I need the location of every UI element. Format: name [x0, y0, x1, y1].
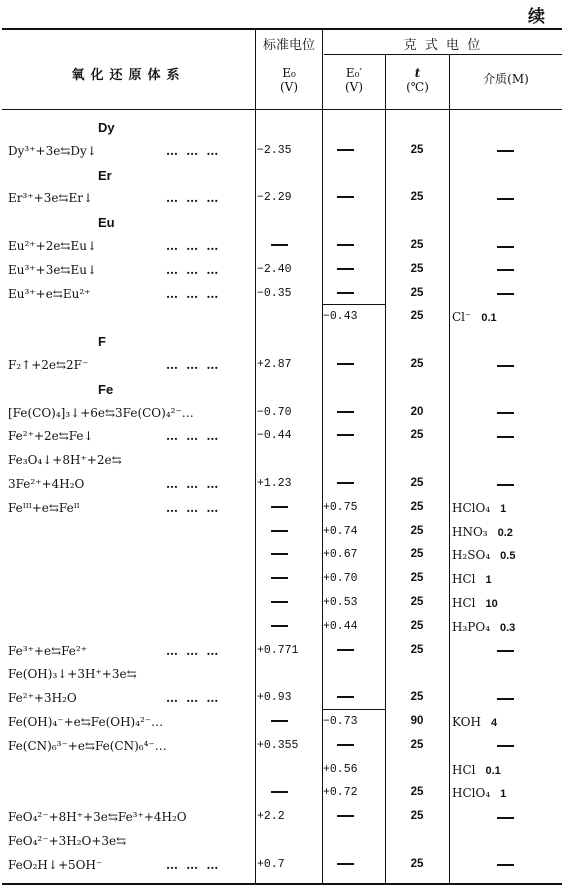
- leader-dots: … … …: [166, 239, 221, 253]
- redox-system: [8, 715, 163, 729]
- dash-mark: [337, 411, 354, 413]
- redox-reaction: Fe(OH)₃↓+3H⁺+3e⇆: [8, 667, 137, 682]
- formal-potential: [323, 691, 385, 704]
- leader-dots: … … …: [166, 691, 221, 706]
- formal-potential: +0.74: [323, 524, 358, 538]
- medium: [452, 810, 560, 824]
- potential-table: [2, 28, 562, 885]
- leader-dots: … … …: [166, 358, 221, 372]
- redox-reaction: FeO₂H↓+5OH⁻: [8, 857, 103, 872]
- standard-potential: +0.355: [257, 738, 299, 752]
- medium: [452, 644, 560, 658]
- temperature: 25: [410, 286, 424, 299]
- dash-mark: [271, 553, 288, 555]
- medium: [452, 525, 560, 539]
- redox-reaction: Fe(OH)₄⁻+e⇆Fe(OH)₄²⁻…: [8, 715, 164, 729]
- header-system: 氧化还原体系: [71, 68, 186, 83]
- temperature: 25: [410, 596, 424, 608]
- dash-mark: [337, 863, 354, 865]
- header-temperature: t (℃): [406, 66, 429, 94]
- table-row: [2, 259, 562, 282]
- formal-potential: [323, 477, 385, 490]
- element-heading-row: [2, 378, 562, 401]
- redox-reaction: Fe²⁺+3H₂O: [8, 691, 77, 706]
- dash-mark: [271, 601, 288, 603]
- table-row: [2, 782, 562, 805]
- element-symbol: Er: [98, 167, 112, 183]
- temperature: 25: [410, 262, 424, 275]
- redox-system: [8, 143, 221, 158]
- table-row: [2, 425, 562, 448]
- header-bottom-rule: [2, 109, 562, 110]
- medium-concentration: 0.1: [481, 312, 497, 325]
- medium: [452, 406, 560, 420]
- temperature: 25: [410, 619, 424, 632]
- dash-mark: [497, 365, 514, 367]
- medium-name: H₂SO₄: [452, 548, 491, 563]
- standard-potential: +1.23: [257, 477, 292, 490]
- leader-dots: … … …: [166, 857, 221, 872]
- dash-mark: [337, 196, 354, 198]
- redox-reaction: Eu³⁺+e⇆Eu²⁺: [8, 286, 91, 301]
- redox-reaction: Fe²⁺+2e⇆Fe↓: [8, 429, 94, 444]
- formal-potential: [323, 144, 385, 157]
- medium: [452, 548, 560, 562]
- medium-name: HCl: [452, 762, 476, 777]
- redox-reaction: Er³⁺+3e⇆Er↓: [8, 191, 94, 206]
- medium: [452, 263, 560, 277]
- table-bottom-rule: [2, 883, 562, 885]
- dash-mark: [271, 530, 288, 532]
- continued-label: 续: [528, 7, 546, 27]
- table-row: [2, 663, 562, 686]
- medium-name: HCl: [452, 572, 476, 587]
- leader-dots: … … …: [166, 429, 221, 444]
- dash-mark: [497, 246, 514, 248]
- medium: [452, 620, 560, 634]
- table-row: [2, 806, 562, 829]
- redox-reaction: Feᴵᴵᴵ+e⇆Feᴵᴵ: [8, 500, 80, 515]
- redox-reaction: Eu³⁺+3e⇆Eu↓: [8, 262, 98, 277]
- header-standard: 标准电位: [262, 38, 315, 53]
- dash-mark: [497, 293, 514, 295]
- formal-potential: [323, 644, 385, 657]
- medium-name: HClO₄: [452, 500, 491, 515]
- medium: [452, 477, 560, 491]
- table-row: [2, 402, 562, 425]
- temperature: 25: [410, 191, 424, 204]
- medium: [452, 191, 560, 205]
- temperature: 25: [410, 524, 424, 537]
- temperature: 25: [410, 239, 424, 251]
- leader-dots: … … …: [166, 262, 221, 277]
- redox-system: [8, 239, 221, 253]
- standard-potential: [257, 620, 321, 633]
- table-row: [2, 854, 562, 877]
- temperature: 25: [410, 738, 424, 751]
- medium-name: Cl⁻: [452, 310, 472, 325]
- table-row: [2, 544, 562, 567]
- dash-mark: [271, 506, 288, 508]
- formal-potential: +0.53: [323, 596, 358, 609]
- formal-potential: +0.56: [323, 762, 358, 776]
- dash-mark: [497, 698, 514, 700]
- standard-potential: −2.29: [257, 191, 292, 205]
- element-symbol: F: [98, 334, 106, 350]
- medium-concentration: 1: [500, 502, 507, 515]
- medium: [452, 144, 560, 158]
- formal-potential: [323, 263, 385, 276]
- table-row: [2, 449, 562, 472]
- dash-mark: [337, 244, 354, 246]
- dash-mark: [337, 268, 354, 270]
- formal-potential: −0.43: [323, 310, 358, 324]
- table-row: [2, 568, 562, 591]
- temperature: 25: [410, 786, 424, 799]
- dash-mark: [497, 864, 514, 866]
- redox-reaction: Fe(CN)₆³⁻+e⇆Fe(CN)₆⁴⁻…: [8, 738, 167, 753]
- redox-reaction: Fe³⁺+e⇆Fe²⁺: [8, 643, 88, 658]
- formal-potential: +0.44: [323, 619, 358, 633]
- redox-reaction: FeO₄²⁻+3H₂O+3e⇆: [8, 834, 127, 848]
- dash-mark: [497, 150, 514, 152]
- medium: [452, 287, 560, 301]
- table-row: [2, 592, 562, 615]
- table-row: [2, 497, 562, 520]
- standard-potential: +0.7: [257, 857, 285, 871]
- leader-dots: … … …: [166, 500, 221, 515]
- redox-system: [8, 358, 221, 372]
- formal-header-rule: [324, 54, 562, 55]
- element-symbol: Eu: [98, 215, 115, 231]
- redox-reaction: Dy³⁺+3e⇆Dy↓: [8, 143, 97, 158]
- dash-mark: [271, 577, 288, 579]
- medium: [452, 763, 560, 777]
- dash-mark: [271, 720, 288, 722]
- medium-concentration: 10: [485, 598, 498, 610]
- medium: [452, 596, 560, 610]
- table-row: [2, 640, 562, 663]
- redox-system: [8, 429, 221, 444]
- temperature: 25: [410, 143, 424, 156]
- element-heading-row: [2, 211, 562, 234]
- standard-potential: +0.771: [257, 643, 299, 657]
- redox-system: [8, 834, 126, 848]
- redox-reaction: F₂↑+2e⇆2F⁻: [8, 358, 89, 372]
- medium: [452, 858, 560, 872]
- table-row: [2, 735, 562, 758]
- standard-potential: [257, 596, 321, 609]
- table-row: [2, 759, 562, 782]
- element-symbol: Fe: [98, 381, 114, 397]
- standard-potential: [257, 572, 321, 585]
- redox-system: [8, 857, 221, 872]
- redox-system: [8, 500, 221, 515]
- temperature: 25: [410, 429, 424, 442]
- standard-potential: +2.87: [257, 358, 292, 371]
- header-ef: E₀′ (V): [344, 66, 364, 94]
- dash-mark: [271, 791, 288, 793]
- temperature: 25: [410, 548, 424, 561]
- header-medium: 介质(M): [483, 72, 529, 86]
- medium-concentration: 0.1: [485, 764, 501, 777]
- standard-potential: [257, 501, 321, 514]
- redox-reaction: [Fe(CO)₄]₃↓+6e⇆3Fe(CO)₄²⁻…: [8, 405, 194, 420]
- dash-mark: [497, 198, 514, 200]
- standard-potential: +2.2: [257, 810, 285, 824]
- redox-system: [8, 262, 221, 277]
- dash-mark: [337, 649, 354, 651]
- formal-potential: [323, 358, 385, 371]
- formal-potential: [323, 429, 385, 442]
- formal-potential: [323, 287, 385, 300]
- temperature: 25: [410, 310, 424, 323]
- element-symbol: Dy: [98, 120, 115, 135]
- medium-concentration: 4: [490, 717, 498, 729]
- formal-potential: [323, 858, 385, 871]
- table-row: [2, 306, 562, 329]
- redox-reaction: Fe₃O₄↓+8H⁺+2e⇆: [8, 453, 122, 468]
- medium: [452, 239, 560, 253]
- header-e0: E₀ (V): [279, 66, 299, 94]
- redox-system: [8, 477, 221, 491]
- dash-mark: [497, 412, 514, 414]
- leader-dots: … … …: [166, 191, 221, 206]
- formal-potential: −0.73: [323, 715, 358, 728]
- redox-reaction: FeO₄²⁻+8H⁺+3e⇆Fe³⁺+4H₂O: [8, 810, 187, 825]
- standard-potential: −0.70: [257, 405, 292, 419]
- redox-system: [8, 810, 187, 824]
- medium: [452, 691, 560, 705]
- table-row: [2, 283, 562, 306]
- table-row: [2, 616, 562, 639]
- medium-name: HNO₃: [452, 524, 488, 539]
- table-row: [2, 830, 562, 853]
- medium-concentration: 0.5: [500, 550, 516, 563]
- redox-system: [8, 286, 221, 301]
- standard-potential: −2.40: [257, 262, 292, 276]
- temperature: 25: [410, 810, 424, 823]
- standard-potential: [257, 239, 321, 252]
- formal-potential: [323, 191, 385, 204]
- dash-mark: [337, 149, 354, 151]
- formal-potential: +0.67: [323, 548, 358, 562]
- temperature: 25: [410, 500, 424, 513]
- redox-system: [8, 453, 122, 467]
- leader-dots: … … …: [166, 286, 221, 301]
- table-row: [2, 140, 562, 163]
- standard-potential: +0.93: [257, 691, 292, 705]
- dash-mark: [337, 434, 354, 436]
- standard-potential: [257, 786, 321, 799]
- medium: [452, 501, 560, 515]
- row-separator-rule: [322, 709, 386, 710]
- standard-potential: [257, 548, 321, 561]
- formal-potential: +0.75: [323, 500, 358, 514]
- medium: [452, 572, 560, 586]
- formal-potential: +0.72: [323, 786, 358, 800]
- medium-name: KOH: [452, 715, 481, 729]
- medium: [452, 786, 560, 800]
- standard-potential: −0.35: [257, 286, 292, 300]
- dash-mark: [337, 696, 354, 698]
- standard-potential: −0.44: [257, 429, 292, 443]
- element-heading-row: [2, 164, 562, 187]
- redox-system: [8, 191, 221, 206]
- redox-system: [8, 406, 194, 420]
- temperature: 25: [410, 477, 424, 489]
- medium: [452, 715, 560, 729]
- table-row: [2, 521, 562, 544]
- medium: [452, 739, 560, 753]
- dash-mark: [271, 244, 288, 246]
- medium-concentration: 0.3: [500, 621, 516, 634]
- table-row: [2, 354, 562, 377]
- temperature: 25: [410, 358, 424, 370]
- dash-mark: [337, 292, 354, 294]
- temperature: 20: [410, 405, 424, 418]
- standard-potential: −2.35: [257, 143, 292, 157]
- table-row: [2, 473, 562, 496]
- temperature: 25: [410, 572, 424, 585]
- element-heading-row: [2, 116, 562, 139]
- medium: [452, 310, 560, 324]
- dash-mark: [337, 482, 354, 484]
- redox-system: [8, 739, 167, 753]
- dash-mark: [497, 745, 514, 747]
- formal-potential: [323, 810, 385, 823]
- temperature: 25: [410, 691, 424, 704]
- table-row: [2, 235, 562, 258]
- redox-system: [8, 691, 221, 706]
- medium-concentration: 1: [500, 788, 507, 801]
- row-separator-rule: [322, 304, 386, 305]
- formal-potential: +0.70: [323, 572, 358, 586]
- standard-potential: [257, 525, 321, 538]
- dash-mark: [497, 269, 514, 271]
- medium-concentration: 0.2: [497, 526, 513, 539]
- medium: [452, 429, 560, 443]
- dash-mark: [497, 484, 514, 486]
- table-row: [2, 687, 562, 710]
- leader-dots: … … …: [166, 477, 221, 491]
- temperature: 25: [410, 857, 424, 870]
- leader-dots: … … …: [166, 643, 221, 658]
- redox-reaction: Eu²⁺+2e⇆Eu↓: [8, 239, 98, 253]
- dash-mark: [337, 363, 354, 365]
- medium-name: HClO₄: [452, 786, 491, 801]
- redox-system: [8, 667, 137, 681]
- table-top-rule: [2, 28, 562, 30]
- temperature: 25: [410, 643, 424, 656]
- formal-potential: [323, 239, 385, 252]
- table-row: [2, 187, 562, 210]
- dash-mark: [271, 625, 288, 627]
- dash-mark: [497, 436, 514, 438]
- standard-potential: [257, 715, 321, 728]
- table-row: [2, 711, 562, 734]
- leader-dots: … … …: [166, 143, 221, 158]
- temperature: 90: [410, 715, 424, 727]
- formal-potential: [323, 739, 385, 752]
- dash-mark: [337, 744, 354, 746]
- dash-mark: [337, 815, 354, 817]
- medium-name: HCl: [452, 596, 476, 610]
- element-heading-row: [2, 330, 562, 353]
- redox-system: [8, 643, 221, 658]
- medium: [452, 358, 560, 372]
- dash-mark: [497, 817, 514, 819]
- header-formal: 克 式 电 位: [403, 38, 483, 53]
- medium-name: H₃PO₄: [452, 619, 490, 634]
- dash-mark: [497, 650, 514, 652]
- formal-potential: [323, 406, 385, 419]
- redox-reaction: 3Fe²⁺+4H₂O: [8, 477, 85, 491]
- medium-concentration: 1: [485, 574, 492, 587]
